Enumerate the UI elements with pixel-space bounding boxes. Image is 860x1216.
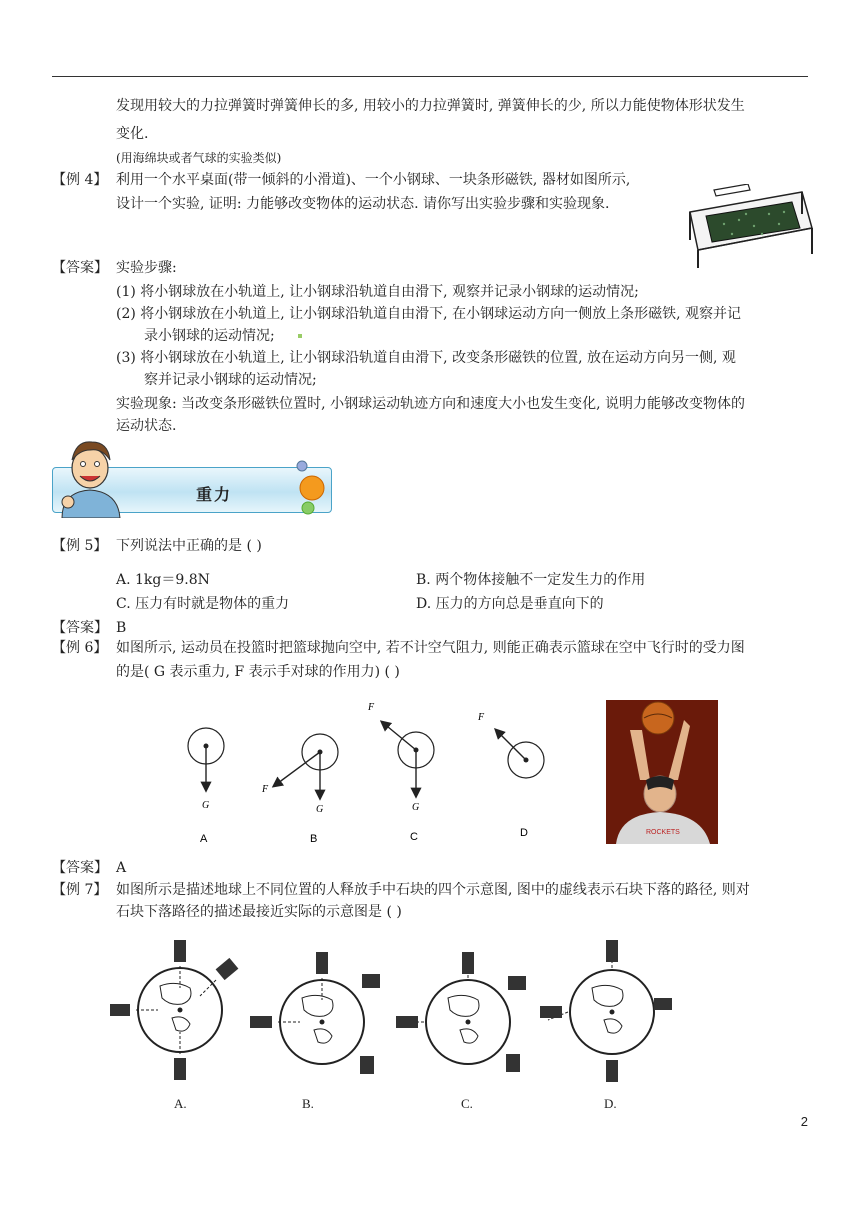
ex7-tag: 【例 7】 [52,882,108,898]
diagram-b [274,734,338,798]
small-mark [298,334,302,338]
earth-diagrams [110,936,690,1086]
ex6-line-1: 如图所示, 运动员在投篮时把篮球抛向空中, 若不计空气阻力, 则能正确表示篮球在空中飞行时的受力图 [116,640,745,656]
page-number: 2 [800,1114,808,1129]
ex4-line-2: 设计一个实验, 证明: 力能够改变物体的运动状态. 请你写出实验步骤和实验现象. [116,196,610,212]
ans6-value: A [116,860,127,876]
diagram-d [496,730,544,778]
label-g-b: G [316,804,324,815]
ans4-phenomenon-1: 实验现象: 当改变条形磁铁位置时, 小钢球运动轨迹方向和速度大小也发生变化, 说明力能够改变物体的 [116,396,745,412]
caption-d: D [520,827,528,839]
ans4-tag: 【答案】 [52,260,108,276]
force-diagrams [170,694,570,850]
ex7-line-1: 如图所示是描述地球上不同位置的人释放手中石块的四个示意图, 图中的虚线表示石块下落的路径, 则对 [116,882,750,898]
desk-magnet-figure [684,184,818,274]
caption-a: A [200,833,208,845]
ans5-value: B [116,620,127,636]
globe-a [110,940,238,1080]
ex7-caption-a: A. [174,1096,187,1111]
ex5-question: 下列说法中正确的是 ( ) [116,538,262,554]
ex7-caption-c: C. [461,1096,473,1111]
label-f-b: F [262,784,269,795]
ex6-line-2: 的是( G 表示重力, F 表示手对球的作用力) ( ) [116,664,400,680]
globe-b [250,952,380,1074]
ex5-option-d: D. 压力的方向总是垂直向下的 [416,596,604,612]
section-title: 重力 [196,485,233,504]
ans4-step-2a: (2) 将小钢球放在小轨道上, 让小钢球沿轨道自由滑下, 在小钢球运动方向一侧放上条形磁铁, 观察并记 [116,306,741,322]
ex4-line-1: 利用一个水平桌面(带一倾斜的小滑道)、一个小钢球、一块条形磁铁, 器材如图所示, [116,172,631,188]
ex5-option-a: A. 1kg＝9.8N [116,572,210,588]
intro-line-2: 变化. [116,126,149,142]
svg-text:ROCKETS: ROCKETS [646,829,680,836]
ex5-tag: 【例 5】 [52,538,108,554]
ans5-tag: 【答案】 [52,620,108,636]
ex4-tag: 【例 4】 [52,172,108,188]
ex7-caption-b: B. [302,1096,314,1111]
intro-line-1: 发现用较大的力拉弹簧时弹簧伸长的多, 用较小的力拉弹簧时, 弹簧伸长的少, 所以力能使物体形状发生 [116,98,745,114]
ex5-option-c: C. 压力有时就是物体的重力 [116,596,290,612]
ex5-option-b: B. 两个物体接触不一定发生力的作用 [416,572,646,588]
ans4-step-2b: 录小钢球的运动情况; [144,328,275,344]
ex7-line-2: 石块下落路径的描述最接近实际的示意图是 ( ) [116,904,402,920]
label-f-c: F [368,702,375,713]
ans4-step-3a: (3) 将小钢球放在小轨道上, 让小钢球沿轨道自由滑下, 改变条形磁铁的位置, 放在运动方向另一侧, 观 [116,350,736,366]
ans6-tag: 【答案】 [52,860,108,876]
basketball-player-photo [606,700,718,844]
caption-b: B [310,833,318,845]
ex7-caption-d: D. [604,1096,617,1111]
diagram-a [188,728,224,790]
caption-c: C [410,831,418,843]
ans4-phenomenon-2: 运动状态. [116,418,177,434]
cartoon-teacher-icon [52,434,132,518]
decorative-balls-icon [290,458,330,516]
ans4-step-3b: 察并记录小钢球的运动情况; [144,372,317,388]
intro-note: (用海绵块或者气球的实验类似) [116,151,282,165]
header-rule [52,76,808,77]
label-g-a: G [202,800,210,811]
label-f-d: F [478,712,485,723]
ans4-step-1: (1) 将小钢球放在小轨道上, 让小钢球沿轨道自由滑下, 观察并记录小钢球的运动情况; [116,284,639,300]
ex6-tag: 【例 6】 [52,640,108,656]
globe-c [396,952,526,1072]
label-g-c: G [412,802,420,813]
globe-d [540,940,672,1082]
ans4-head: 实验步骤: [116,260,177,276]
diagram-c [382,722,434,796]
